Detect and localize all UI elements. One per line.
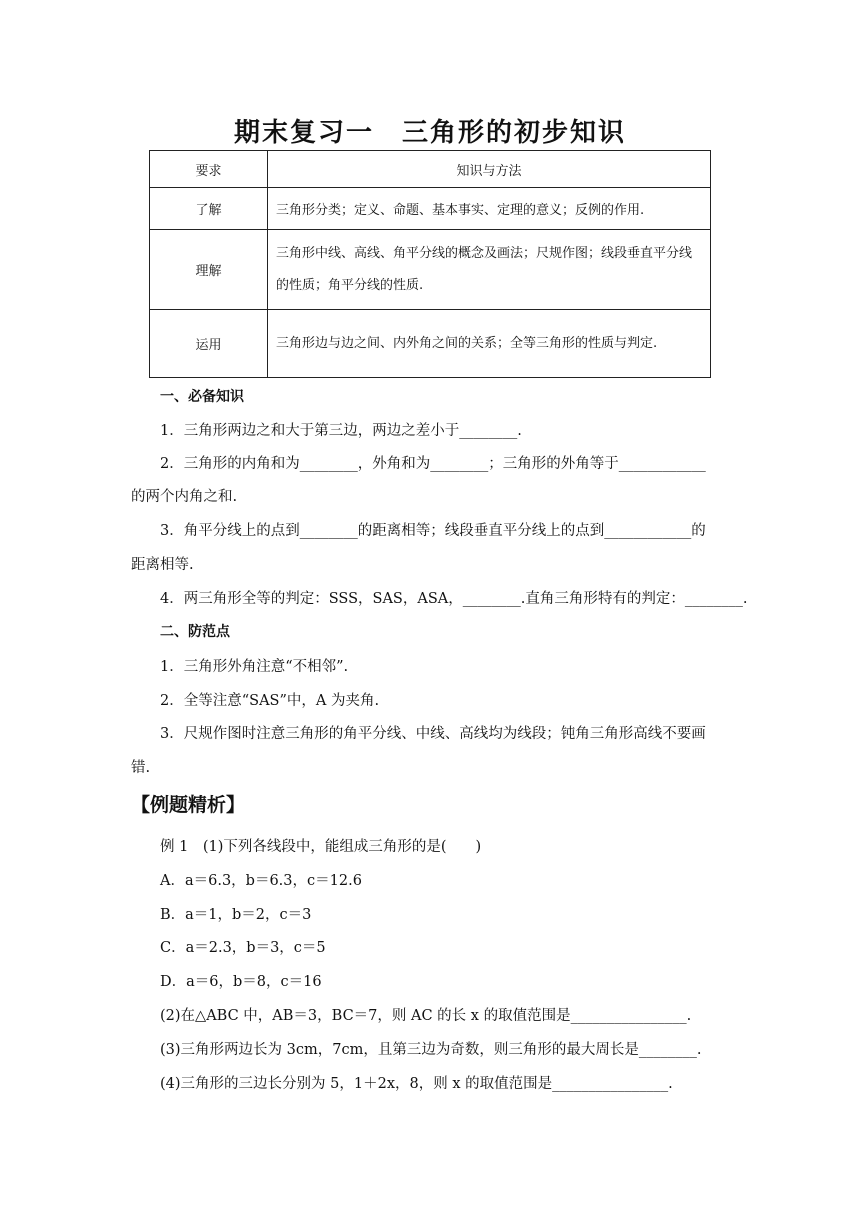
table-header-requirement: 要求 (150, 151, 268, 188)
example-1-part-4: (4)三角形的三边长分别为 5，1＋2x，8，则 x 的取值范围是________________. (160, 1076, 673, 1092)
precaution-item-1: 1．三角形外角注意“不相邻”. (160, 659, 349, 675)
option-a: A．a＝6.3，b＝6.3，c＝12.6 (160, 873, 362, 889)
requirements-table (149, 150, 711, 378)
precaution-item-3-cont: 错. (131, 760, 151, 776)
example-1-part-3: (3)三角形两边长为 3cm，7cm，且第三边为奇数，则三角形的最大周长是________. (160, 1042, 702, 1058)
table-header-knowledge: 知识与方法 (268, 151, 711, 188)
knowledge-item-2-cont: 的两个内角之和. (131, 489, 238, 505)
table-row-content: 三角形边与边之间、内外角之间的关系；全等三角形的性质与判定. (268, 310, 711, 378)
example-1-part-2: (2)在△ABC 中，AB＝3，BC＝7，则 AC 的长 x 的取值范围是________________. (160, 1008, 692, 1024)
section-heading-essentials: 一、必备知识 (160, 389, 244, 405)
knowledge-item-4: 4．两三角形全等的判定：SSS，SAS，ASA，________.直角三角形特有的判定：________. (160, 591, 748, 607)
knowledge-item-3: 3．角平分线上的点到________的距离相等；线段垂直平分线上的点到____________的 (160, 523, 706, 539)
table-row-level: 了解 (150, 188, 268, 230)
option-b: B．a＝1，b＝2，c＝3 (160, 907, 312, 923)
knowledge-item-1: 1．三角形两边之和大于第三边，两边之差小于________. (160, 423, 522, 439)
example-1-question: 例 1 (1)下列各线段中，能组成三角形的是( ) (160, 839, 482, 855)
table-row-content: 三角形中线、高线、角平分线的概念及画法；尺规作图；线段垂直平分线的性质；角平分线的性质. (268, 230, 711, 310)
table-row-level: 运用 (150, 310, 268, 378)
page-title: 期末复习一 三角形的初步知识 (233, 118, 626, 148)
examples-heading: 【例题精析】 (131, 794, 246, 816)
option-d: D．a＝6，b＝8，c＝16 (160, 974, 322, 990)
table-row-level: 理解 (150, 230, 268, 310)
table-row-content: 三角形分类；定义、命题、基本事实、定理的意义；反例的作用. (268, 188, 711, 230)
knowledge-item-3-cont: 距离相等. (131, 557, 194, 573)
section-heading-precautions: 二、防范点 (160, 624, 230, 640)
knowledge-item-2: 2．三角形的内角和为________，外角和为________；三角形的外角等于____________ (160, 456, 706, 472)
option-c: C．a＝2.3，b＝3，c＝5 (160, 940, 326, 956)
precaution-item-2: 2．全等注意“SAS”中，A 为夹角. (160, 693, 380, 709)
precaution-item-3: 3．尺规作图时注意三角形的角平分线、中线、高线均为线段；钝角三角形高线不要画 (160, 726, 706, 742)
